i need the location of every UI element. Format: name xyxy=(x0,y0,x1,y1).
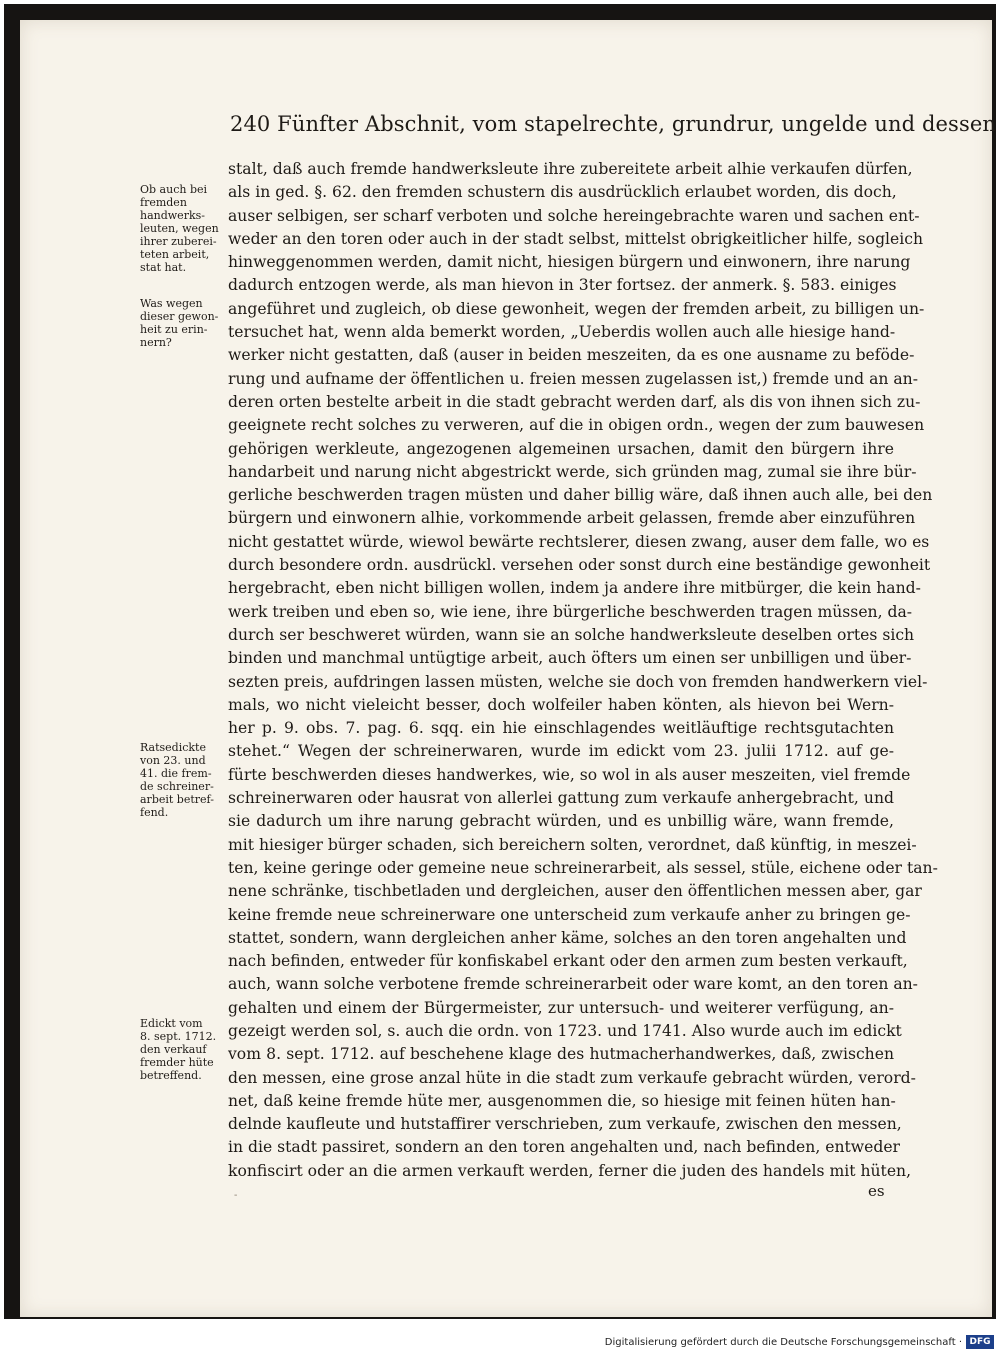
dfg-logo[interactable]: DFG xyxy=(966,1335,994,1349)
body-line: her p. 9. obs. 7. pag. 6. sqq. ein hie einschlagendes weitläuftige rechtsgutachten xyxy=(228,719,894,738)
margin-note-line: stat hat. xyxy=(140,261,187,274)
body-line: mit hiesiger bürger schaden, sich bereichern solten, verordnet, daß künftig, in meszei- xyxy=(228,835,917,854)
body-line: ten, keine geringe oder gemeine neue schreinerarbeit, als sessel, stüle, eichene oder tan- xyxy=(228,858,938,877)
body-line: fürte beschwerden dieses handwerkes, wie, so wol in als auser meszeiten, viel fremde xyxy=(228,765,911,784)
margin-note-line: Ratsedickte xyxy=(140,741,206,754)
body-line: durch ser beschweret würden, wann sie an solche handwerksleute deselben ortes sich xyxy=(228,625,915,644)
body-line: konfiscirt oder an die armen verkauft werden, ferner die juden des handels mit hüten, xyxy=(228,1161,912,1180)
body-line: delnde kaufleute und hutstaffirer verschrieben, zum verkaufe, zwischen den messen, xyxy=(228,1115,902,1134)
body-line: stattet, sondern, wann dergleichen anher käme, solches an den toren angehalten und xyxy=(228,928,907,947)
body-line: in die stadt passiret, sondern an den toren angehalten und, nach befinden, entweder xyxy=(228,1138,901,1157)
body-line: nene schränke, tischbetladen und dergleichen, auser den öffentlichen messen aber, gar xyxy=(228,882,922,901)
margin-note-3 xyxy=(140,741,224,819)
body-line: auser selbigen, ser scharf verboten und solche hereingebrachte waren und sachen ent- xyxy=(228,206,920,225)
body-line: werk treiben und eben so, wie iene, ihre bürgerliche beschwerden tragen müssen, da- xyxy=(228,602,913,621)
catchword: es xyxy=(868,1182,885,1200)
margin-note-line: arbeit betref- xyxy=(140,793,214,806)
margin-note-line: fend. xyxy=(140,806,169,819)
margin-note-4 xyxy=(140,1017,224,1082)
body-line: gerliche beschwerden tragen müsten und daher billig wäre, daß ihnen auch alle, bei den xyxy=(228,486,933,505)
margin-note-line: teten arbeit, xyxy=(140,248,210,261)
margin-note-line: betreffend. xyxy=(140,1069,202,1082)
scan-mark: - xyxy=(234,1190,238,1201)
body-line: durch besondere ordn. ausdrückl. versehen oder sonst durch eine beständige gewonheit xyxy=(228,556,931,575)
margin-note-2 xyxy=(140,297,224,349)
margin-note-line: von 23. und xyxy=(140,754,206,767)
margin-note-line: nern? xyxy=(140,336,172,349)
body-line: weder an den toren oder auch in der stadt selbst, mittelst obrigkeitlicher hilfe, sogleich xyxy=(228,229,924,248)
margin-note-line: Edickt vom xyxy=(140,1017,203,1030)
margin-note-line: dieser gewon- xyxy=(140,310,219,323)
body-line: stalt, daß auch fremde handwerksleute ihre zubereitete arbeit alhie verkaufen dürfen, xyxy=(228,160,913,178)
body-line: hinweggenommen werden, damit nicht, hiesigen bürgern und einwonern, ihre narung xyxy=(228,253,911,272)
margin-note-line: heit zu erin- xyxy=(140,323,208,336)
body-line: mals, wo nicht vieleicht besser, doch wolfeiler haben könten, als hievon bei Wern- xyxy=(228,695,894,714)
margin-note-line: handwerks- xyxy=(140,209,205,222)
body-line: nicht gestattet würde, wiewol bewärte rechtslerer, diesen zwang, auser dem falle, wo es xyxy=(228,532,930,551)
body-line: als in ged. §. 62. den fremden schustern dis ausdrücklich erlaubet worden, dis doch, xyxy=(228,183,897,202)
body-line: deren orten bestelte arbeit in die stadt gebracht werden darf, als dis von ihnen sich zu- xyxy=(228,392,921,411)
margin-note-line: 8. sept. 1712. xyxy=(140,1030,217,1043)
body-line: geeignete recht solches zu verweren, auf die in obigen ordn., wegen der zum bauwesen xyxy=(228,416,925,435)
body-line: bürgern und einwonern alhie, vorkommende arbeit gelassen, fremde aber einzuführen xyxy=(228,509,916,528)
footer-credit: Digitalisierung gefördert durch die Deutsche Forschungsgemeinschaft · xyxy=(604,1337,962,1348)
body-line: sezten preis, aufdringen lassen müsten, welche sie doch von fremden handwerkern viel- xyxy=(228,672,928,691)
body-line: werker nicht gestatten, daß (auser in beiden meszeiten, da es one ausname zu beföde- xyxy=(228,346,915,365)
margin-note-line: 41. die frem- xyxy=(140,767,212,780)
body-line: net, daß keine fremde hüte mer, ausgenommen die, so hiesige mit feinen hüten han- xyxy=(228,1091,896,1110)
body-line: nach befinden, entweder für konfiskabel erkant oder den armen zum besten verkauft, xyxy=(228,952,908,971)
body-text xyxy=(228,158,938,1183)
body-line: gehalten und einem der Bürgermeister, zur untersuch- und weiterer verfügung, an- xyxy=(228,998,894,1017)
footer-bar xyxy=(0,1333,1000,1355)
body-line: tersuchet hat, wenn alda bemerkt worden, „Ueberdis wollen auch alle hiesige hand- xyxy=(228,323,896,342)
margin-note-line: fremden xyxy=(140,196,187,209)
margin-note-line: de schreiner- xyxy=(140,780,214,793)
body-line: rung und aufname der öffentlichen u. freien messen zugelassen ist,) fremde und an an- xyxy=(228,369,918,388)
margin-note-line: den verkauf xyxy=(140,1043,207,1056)
running-head: 240 Fünfter Abschnit, vom stapelrechte, grundrur, ungelde und dessen xyxy=(230,112,996,136)
body-line: keine fremde neue schreinerware one unterscheid zum verkaufe anher zu bringen ge- xyxy=(228,905,911,924)
margin-note-line: Was wegen xyxy=(140,297,203,310)
body-line: sie dadurch um ihre narung gebracht würden, und es unbillig wäre, wann fremde, xyxy=(228,812,894,831)
body-line: vom 8. sept. 1712. auf beschehene klage des hutmacherhandwerkes, daß, zwischen xyxy=(228,1045,894,1064)
margin-note-1 xyxy=(140,183,224,274)
body-line: binden und manchmal untügtige arbeit, auch öfters um einen ser unbilligen und über- xyxy=(228,649,912,668)
body-line: gehörigen werkleute, angezogenen algemeinen ursachen, damit den bürgern ihre xyxy=(228,439,894,458)
body-line: den messen, eine grose anzal hüte in die stadt zum verkaufe gebracht würden, verord- xyxy=(228,1068,916,1087)
body-line: stehet.“ Wegen der schreinerwaren, wurde im edickt vom 23. julii 1712. auf ge- xyxy=(228,742,894,761)
margin-note-line: ihrer zuberei- xyxy=(140,235,217,248)
margin-note-line: fremder hüte xyxy=(140,1056,214,1069)
body-line: auch, wann solche verbotene fremde schreinerarbeit oder ware komt, an den toren an- xyxy=(228,975,918,994)
body-line: gezeigt werden sol, s. auch die ordn. von 1723. und 1741. Also wurde auch im edickt xyxy=(228,1021,902,1040)
body-line: handarbeit und narung nicht abgestrickt werde, sich gründen mag, zumal sie ihre bür- xyxy=(228,462,917,481)
body-line: hergebracht, eben nicht billigen wollen, indem ja andere ihre mitbürger, die kein hand- xyxy=(228,579,921,598)
body-line: angeführet und zugleich, ob diese gewonheit, wegen der fremden arbeit, zu billigen un- xyxy=(228,299,925,318)
margin-note-line: leuten, wegen xyxy=(140,222,219,235)
body-line: dadurch entzogen werde, als man hievon in 3ter fortsez. der anmerk. §. 583. einiges xyxy=(228,276,897,295)
margin-note-line: Ob auch bei xyxy=(140,183,208,196)
body-line: schreinerwaren oder hausrat von allerlei gattung zum verkaufe anhergebracht, und xyxy=(228,789,894,808)
